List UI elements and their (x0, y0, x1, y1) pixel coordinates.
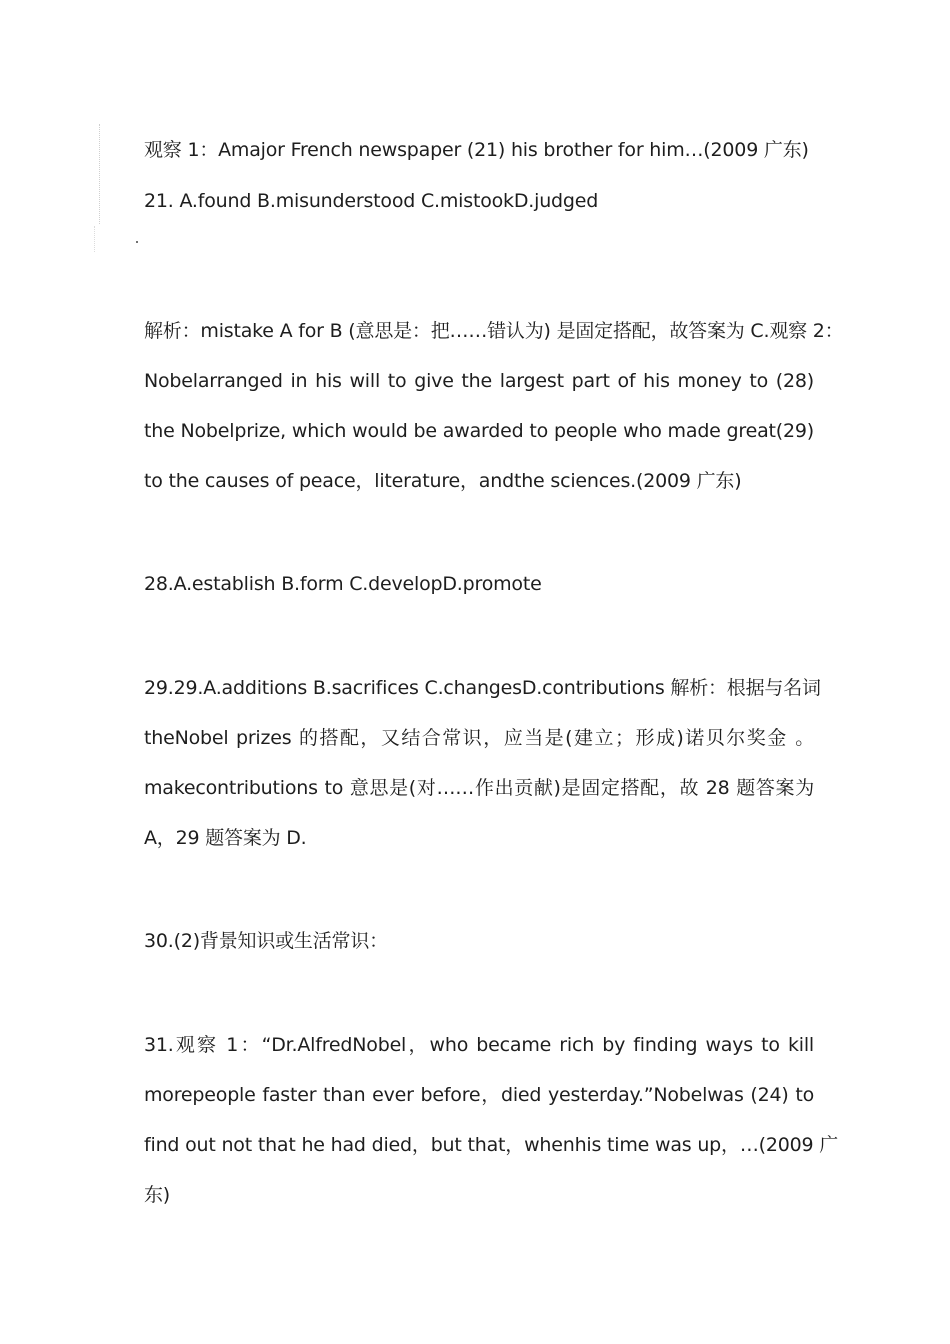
text-line-question-28: 28.A.establish B.form C.developD.promote (144, 573, 542, 595)
text-line-question-29: 29.29.A.additions B.sacrifices C.changesD.contributions 解析：根据与名词 (144, 677, 821, 699)
text-line-analysis-2a: theNobel prizes 的搭配，又结合常识，应当是(建立；形成)诺贝尔奖金 。 (144, 727, 814, 749)
text-line-observation-31a: 31.观察 1：“Dr.AlfredNobel，who became rich by finding ways to kill (144, 1034, 814, 1056)
text-line-observation-31d: 东) (144, 1184, 171, 1206)
text-line-section-30: 30.(2)背景知识或生活常识： (144, 930, 388, 952)
text-line-observation-1: 观察 1：Amajor French newspaper (21) his brother for him…(2009 广东) (144, 139, 809, 161)
text-line-analysis-2c: A，29 题答案为 D. (144, 827, 307, 849)
text-line-observation-2c: to the causes of peace，literature，andthe sciences.(2009 广东) (144, 470, 742, 492)
text-line-observation-2a: Nobelarranged in his will to give the largest part of his money to (28) (144, 370, 814, 392)
text-line-observation-31b: morepeople faster than ever before，died yesterday.”Nobelwas (24) to (144, 1084, 814, 1106)
margin-dotted-line (99, 124, 101, 224)
margin-dotted-line-lower (94, 226, 96, 252)
text-line-observation-31c: find out not that he had died，but that，whenhis time was up，…(2009 广 (144, 1134, 839, 1156)
stray-dot (136, 241, 138, 243)
text-line-analysis-1: 解析：mistake A for B (意思是：把……错认为) 是固定搭配，故答案为 C.观察 2： (144, 320, 844, 342)
text-line-analysis-2b: makecontributions to 意思是(对……作出贡献)是固定搭配，故 28 题答案为 (144, 777, 814, 799)
text-line-observation-2b: the Nobelprize, which would be awarded to people who made great(29) (144, 420, 814, 442)
text-line-question-21: 21. A.found B.misunderstood C.mistookD.judged (144, 190, 599, 212)
